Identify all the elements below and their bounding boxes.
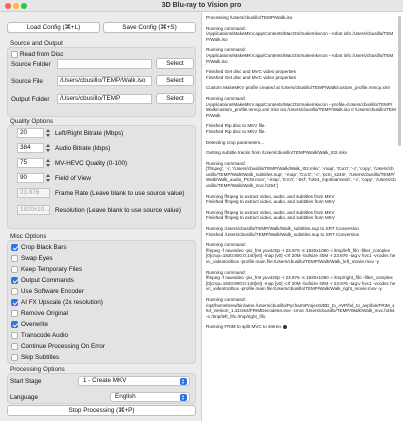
quality-group (7, 125, 196, 229)
misc-option-label: Use Software Encoder (21, 288, 84, 295)
misc-option-checkbox[interactable] (11, 343, 18, 350)
source-file-input[interactable]: /Users/cbusillo/TEMP/Walk.iso (57, 76, 152, 86)
misc-option-label: Skip Subtitles (21, 354, 60, 361)
window-title: 3D Blu-ray to Vision pro (161, 2, 242, 9)
chevron-updown-icon (180, 394, 187, 401)
resolution-input[interactable]: 1920x10... (17, 205, 50, 215)
mv-hevc-quality-label: MV-HEVC Quality (0-100) (55, 160, 128, 167)
log-entry: Running ffmpeg to extract video, audio, and subtitles from MKV Finished ffmpeg to extract video, audio, and subtitles from MKV (206, 193, 335, 205)
source-output-section-title: Source and Output (10, 40, 63, 47)
misc-option-checkbox[interactable] (11, 255, 18, 262)
source-output-group (7, 47, 196, 117)
source-file-label: Source File (11, 78, 43, 85)
processing-section-title: Processing Options (10, 366, 65, 373)
misc-option-checkbox[interactable] (11, 266, 18, 273)
left-right-bitrate-label: Left/Right Bitrate (Mbps) (55, 130, 124, 137)
misc-option-label: Output Commands (21, 277, 74, 284)
misc-option-checkbox[interactable] (11, 277, 18, 284)
log-entry: Custom MakeMKV profile created at /Users/cbusillo/TEMP/Walk/custom_profile.mmcp.xml (206, 85, 390, 91)
left-right-bitrate-input[interactable]: 20 (17, 128, 44, 138)
audio-bitrate-label: Audio Bitrate (kbps) (55, 145, 111, 152)
start-stage-label: Start Stage (10, 378, 42, 385)
output-folder-select-button[interactable]: Select (156, 93, 194, 104)
log-entry: Detecting crop parameters... (206, 139, 264, 145)
misc-option-checkbox[interactable] (11, 310, 18, 317)
log-entry: Finished Rip disc to MKV file. Finished Rip disc to MKV file. (206, 123, 266, 134)
log-entry: Running command: /Applications/MakeMKV.app/Contents/MacOS/makemkvcon --profile=/Users/cbusillo/TEMP/Walk/custom_profile.mmcp.xml mkv iso:/Users/cbusillo/TEMP/Walk.iso 0 /Users/cbusillo/TEMP/Walk (206, 95, 396, 118)
misc-option-label: Remove Original (21, 310, 68, 317)
misc-option-label: Keep Temporary Files (21, 266, 83, 273)
processing-group (7, 373, 196, 404)
misc-option-label: Transcode Audio (21, 332, 69, 339)
output-folder-label: Output Folder (11, 96, 50, 103)
left-right-bitrate-stepper[interactable] (45, 128, 50, 138)
log-entry: Running FRIM to split MVC to stereo. (206, 324, 396, 330)
language-select[interactable] (110, 392, 190, 402)
field-of-view-stepper[interactable] (45, 173, 50, 183)
misc-section-title: Misc Options (10, 233, 47, 240)
start-stage-value: 1 - Create MKV (83, 377, 127, 384)
start-stage-select[interactable] (78, 376, 190, 386)
misc-option-label: Overwrite (21, 321, 48, 328)
audio-bitrate-stepper[interactable] (45, 143, 50, 153)
log-entry: Processing /Users/cbusillo/TEMP/Walk.iso (206, 15, 293, 20)
log-entry: Running /Users/cbusillo/TEMP/Walk/Walk_subtitles.sup to SRT Conversion Finished /Users/cbusillo/TEMP/Walk/Walk_subtitles.sup to SRT Conversion (206, 226, 360, 237)
misc-option-checkbox[interactable] (11, 288, 18, 295)
log-entry: Running command: /Applications/MakeMKV.app/Contents/MacOS/makemkvcon --robot info /Users/cbusillo/TEMP/Walk.iso (206, 25, 394, 42)
source-file-select-button[interactable]: Select (156, 75, 194, 86)
log-panel[interactable] (201, 12, 403, 421)
read-from-disc-checkbox[interactable] (11, 51, 18, 58)
chevron-updown-icon (180, 378, 187, 385)
output-folder-input[interactable]: /Users/cbusillo/TEMP (57, 94, 152, 104)
title-bar (0, 0, 403, 12)
misc-option-checkbox[interactable] (11, 299, 18, 306)
log-entry: Running command: /opt/homebrew/bin/wine /Users/cbusillo/PycharmProjects/BD_to_AVP/bd_to_avp/bin/FRIM_x64_version_1.31/x64/FRIMDecode64.exe -cmvc /Users/cbusillo/TEMP/Walk/Walk_mvc.h264 -o /tmp/left_fifo /tmp/right_fifo (206, 296, 395, 319)
log-entry: Finished Get disc and MVC video properties Finished Get disc and MVC video properties (206, 69, 296, 80)
field-of-view-label: Field of View (55, 175, 91, 182)
misc-option-label: Crop Black Bars (21, 244, 67, 251)
audio-bitrate-input[interactable]: 384 (17, 143, 44, 153)
log-scrollbar[interactable] (398, 16, 401, 146)
frame-rate-input[interactable]: 23.976 (17, 188, 50, 198)
resolution-label: Resolution (Leave blank to use source value) (55, 207, 182, 214)
source-folder-label: Source Folder (11, 61, 51, 68)
language-value: English (115, 393, 136, 400)
field-of-view-input[interactable]: 90 (17, 173, 44, 183)
settings-panel (0, 12, 200, 421)
mv-hevc-quality-stepper[interactable] (45, 158, 50, 168)
frame-rate-label: Frame Rate (Leave blank to use source value) (55, 190, 185, 197)
misc-option-checkbox[interactable] (11, 244, 18, 251)
log-entry: Running command: ['ffmpeg', '-i', '/Users/cbusillo/TEMP/Walk/Walk_t02.mkv', '-map', '0:a:0', '-c', 'copy', '/Users/cbusillo/TEMP/Walk/Walk_subtitles.sup', '-map', '0:a:0', '-c', 'pcm_s24le', '/Users/cbusillo/TEMP/Walk/Walk_audio_PCM.mov', '-map', '0:v:0', '-bsf', 'h264_mp4toannexb', '-c', 'copy', '/Users/cbusillo/TEMP/Walk/Walk_mvc.h264'] (206, 160, 396, 189)
log-entry: Running command: ffmpeg -f rawvideo -pix_fmt yuv420p -r 23.976 -s 1920x1080 -i /tmp/right_fifo -filter_complex [0]crop=1920:800:0:140[v0] -map [v0] -crf 20M -bufsize 40M -r 23.976 -tag:v hvc1 -vcodec hevc_videotoolbox -profile main file:/Users/cbusillo/TEMP/Walk/Walk_right_movie.mov -y (206, 269, 396, 292)
save-config-button[interactable]: Save Config (⌘+S) (103, 22, 196, 33)
source-folder-input[interactable] (57, 59, 152, 69)
language-label: Language (10, 394, 39, 401)
misc-group (7, 240, 196, 364)
log-entry: Running ffmpeg to extract video, audio, and subtitles from MKV Finished ffmpeg to extract video, audio, and subtitles from MKV (206, 209, 335, 221)
mv-hevc-quality-input[interactable]: 75 (17, 158, 44, 168)
misc-option-label: Continue Processing On Error (21, 343, 105, 350)
read-from-disc-label: Read from Disc (20, 51, 64, 58)
source-folder-select-button[interactable]: Select (156, 58, 194, 69)
misc-option-checkbox[interactable] (11, 354, 18, 361)
stop-processing-button[interactable]: Stop Processing (⌘+P) (7, 405, 196, 416)
misc-option-checkbox[interactable] (11, 332, 18, 339)
misc-option-label: Swap Eyes (21, 255, 53, 262)
misc-option-label: AI FX Upscale (2x resolution) (21, 299, 103, 306)
progress-dot-icon (283, 325, 287, 329)
load-config-button[interactable]: Load Config (⌘+L) (7, 22, 100, 33)
misc-option-checkbox[interactable] (11, 321, 18, 328)
log-entry: Running command: ffmpeg -f rawvideo -pix_fmt yuv420p -r 23.976 -s 1920x1080 -i /tmp/left_fifo -filter_complex [0]crop=1920:800:0:140[v0] -map [v0] -crf 20M -bufsize 40M -r 23.976 -tag:v hvc1 -vcodec hevc_videotoolbox -profile main file:/Users/cbusillo/TEMP/Walk/Walk_left_movie.mov -y (206, 242, 396, 264)
quality-section-title: Quality Options (10, 118, 54, 125)
log-output (206, 15, 396, 335)
log-entry: Running command: /Applications/MakeMKV.app/Contents/MacOS/makemkvcon --robot info /Users/cbusillo/TEMP/Walk.iso (206, 47, 394, 64)
log-entry: Getting subtitle tracks from /Users/cbusillo/TEMP/Walk/Walk_t02.mkv (206, 150, 348, 156)
